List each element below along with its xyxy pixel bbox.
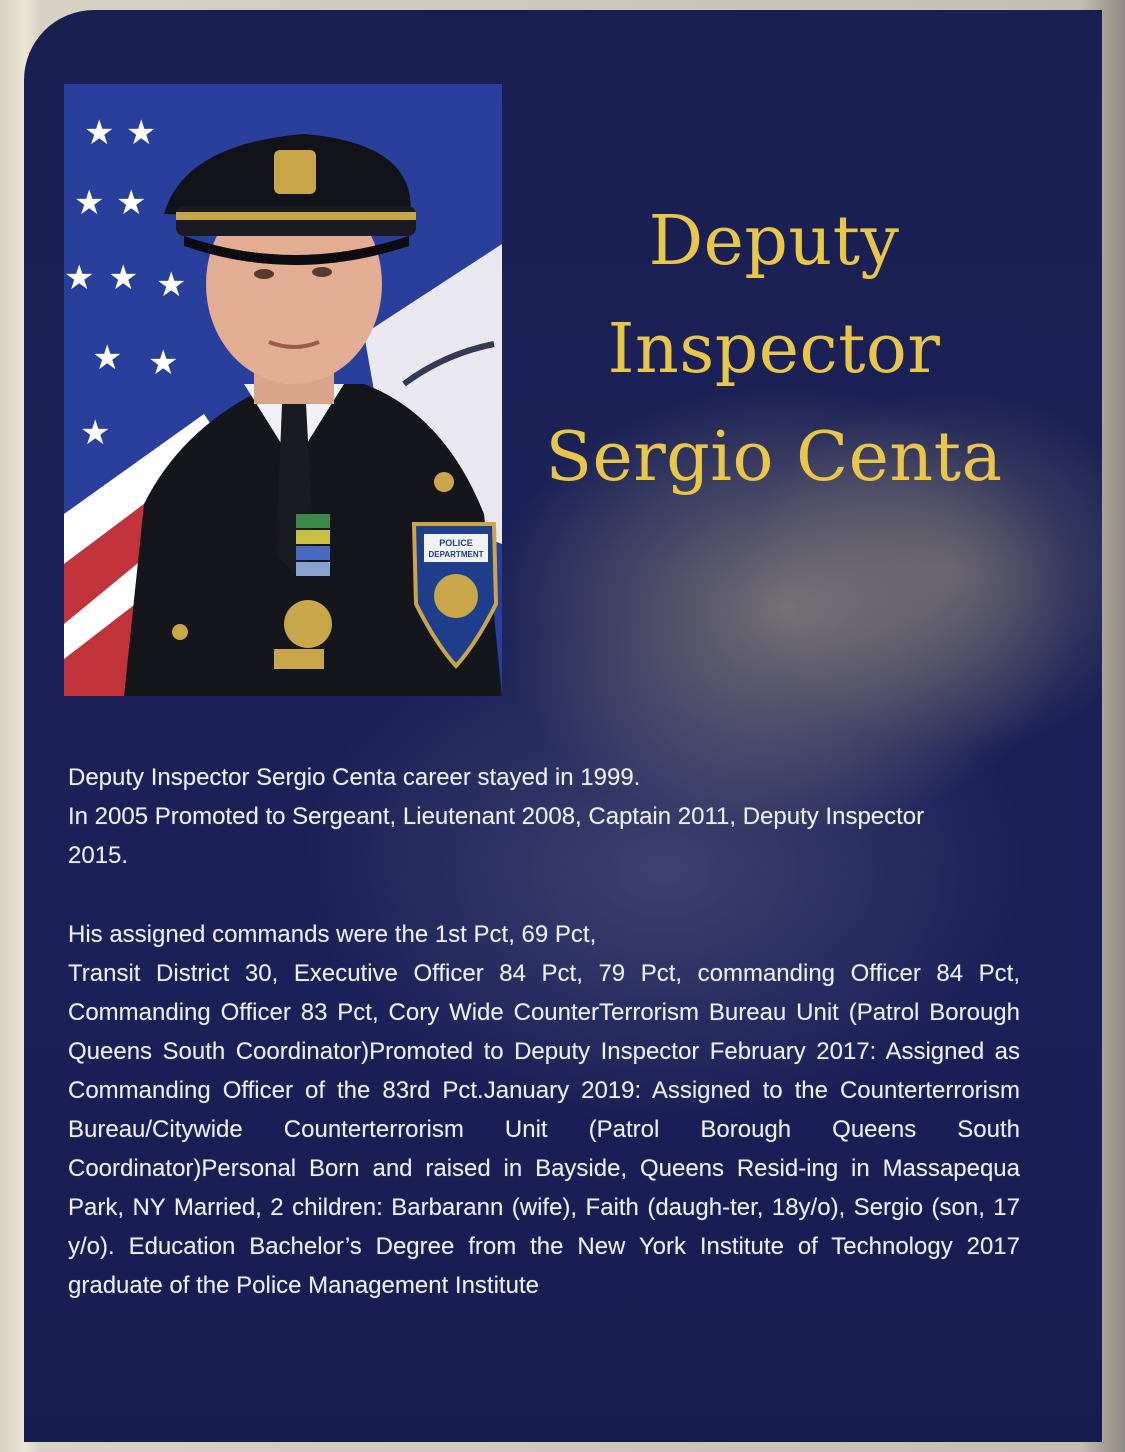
officer-portrait-photo [64, 84, 502, 696]
svg-text:★: ★ [116, 183, 147, 223]
title-line-2: Inspector [607, 310, 941, 389]
svg-text:POLICE: POLICE [439, 538, 473, 548]
page-title [504, 188, 1044, 512]
svg-text:★: ★ [80, 413, 111, 453]
bio-paragraph: Transit District 30, Executive Officer 84 Pct, 79 Pct, commanding Officer 84 Pct, Commanding Officer 83 Pct, Cory Wide CounterTerrorism Bureau Unit (Patrol Borough Queens South Coordinator)Promoted to Deputy Inspector February 2017: Assigned as Commanding Officer of the 83rd Pct.January 2019: Assigned to the Counterterrorism Bureau/Citywide Counterterrorism Unit (Patrol Borough Queens South Coordinator)Personal Born and raised in Bayside, Queens Resid-ing in Massapequa Park, NY Married, 2 children: Barbarann (wife), Faith (daugh-ter, 18y/o), Sergio (son, 17 y/o). Education Bachelor’s Degree from the New York Institute of Technology 2017 graduate of the Police Management Institute [68, 960, 1020, 1299]
title-line-3: Sergio Centa [545, 418, 1003, 497]
svg-text:★: ★ [156, 265, 187, 305]
bio-line: In 2005 Promoted to Sergeant, Lieutenant 2008, Captain 2011, Deputy Inspector [68, 803, 925, 830]
bio-line: Deputy Inspector Sergio Centa career stayed in 1999. [68, 764, 641, 791]
svg-text:★: ★ [64, 258, 95, 298]
svg-text:★: ★ [84, 113, 115, 153]
bio-line: 2015. [68, 842, 129, 869]
svg-text:★: ★ [108, 258, 139, 298]
svg-text:★: ★ [126, 113, 157, 153]
svg-text:★: ★ [148, 343, 179, 383]
title-line-1: Deputy [648, 202, 900, 281]
brochure-page [24, 10, 1102, 1442]
paragraph-spacer [68, 875, 1020, 915]
biography-text [68, 758, 1020, 1305]
bio-line: His assigned commands were the 1st Pct, 69 Pct, [68, 921, 597, 948]
svg-text:★: ★ [92, 338, 123, 378]
svg-text:DEPARTMENT: DEPARTMENT [428, 550, 484, 559]
svg-text:★: ★ [74, 183, 105, 223]
